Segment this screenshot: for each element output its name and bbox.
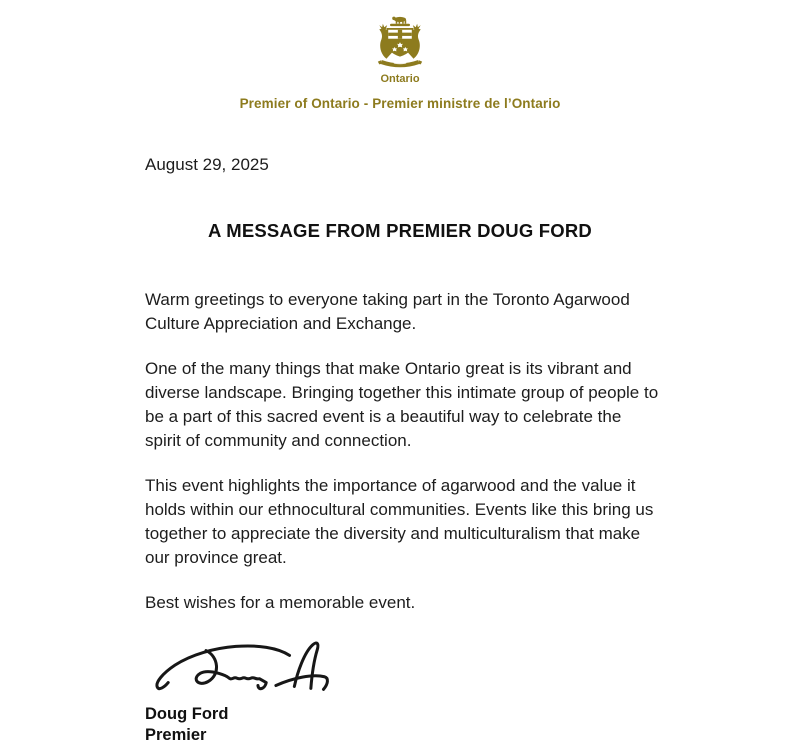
signature-image	[145, 636, 800, 702]
letter-heading: A MESSAGE FROM PREMIER DOUG FORD	[208, 220, 592, 241]
letterhead-title: Premier of Ontario - Premier ministre de l’Ontario	[239, 96, 561, 111]
letter-date: August 29, 2025	[145, 155, 269, 174]
letterhead	[0, 0, 800, 111]
paragraph-ontario: One of the many things that make Ontario great is its vibrant and diverse landscape. Bringing together this intimate group of people to be a part of this sacred event is a beautiful way to celebrate the spirit of community and connection.	[145, 359, 659, 450]
paragraph-best-wishes: Best wishes for a memorable event.	[145, 593, 416, 612]
paragraph-greeting: Warm greetings to everyone taking part in the Toronto Agarwood Culture Appreciation and Exchange.	[145, 290, 630, 333]
signatory-title: Premier	[145, 726, 207, 744]
ontario-coat-of-arms-icon	[364, 13, 436, 85]
closing-block	[145, 704, 800, 746]
coat-of-arms-label: Ontario	[380, 73, 420, 85]
signatory-name: Doug Ford	[145, 705, 229, 723]
paragraph-event: This event highlights the importance of agarwood and the value it holds within our ethnocultural communities. Events like this bring us together to appreciate the diversity and multiculturalism that make our province great.	[145, 476, 654, 567]
letter-body	[145, 288, 660, 615]
